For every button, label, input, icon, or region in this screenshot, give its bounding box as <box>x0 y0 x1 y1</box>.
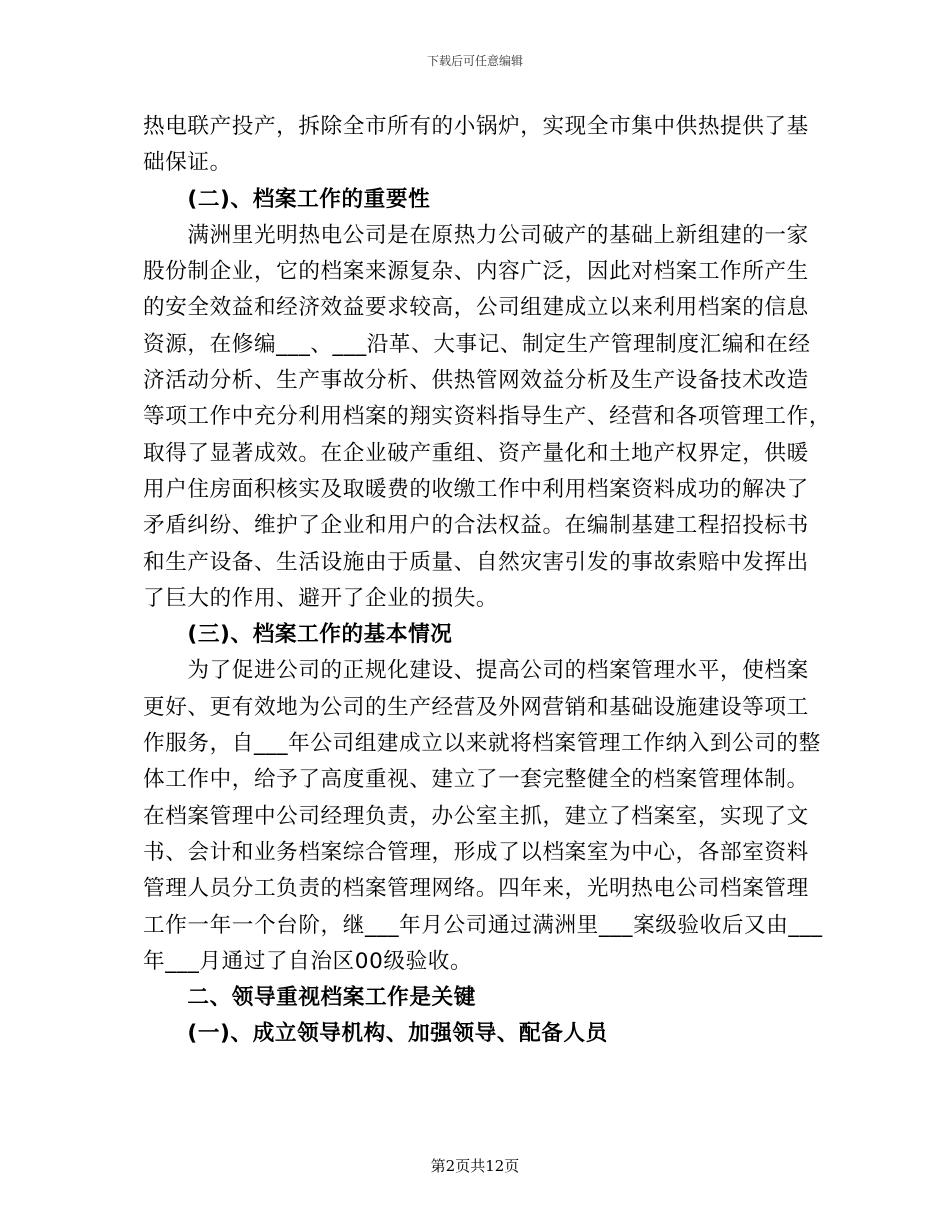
text-line: 的安全效益和经济效益要求较高，公司组建成立以来利用档案的信息 <box>143 295 809 321</box>
text-line: 作服务，自___年公司组建成立以来就将档案管理工作纳入到公司的整 <box>143 731 821 757</box>
text-line: 了巨大的作用、避开了企业的损失。 <box>143 585 499 611</box>
text-line: 矛盾纠纷、维护了企业和用户的合法权益。在编制基建工程招投标书 <box>143 513 809 539</box>
section-heading: (一)、成立领导机构、加强领导、配备人员 <box>187 1021 608 1047</box>
text-line: 础保证。 <box>143 150 232 176</box>
text-line: 在档案管理中公司经理负责，办公室主抓，建立了档案室，实现了文 <box>143 803 809 829</box>
text-line: 热电联产投产，拆除全市所有的小锅炉，实现全市集中供热提供了基 <box>143 114 809 139</box>
text-line: 为了促进公司的正规化建设、提高公司的档案管理水平，使档案 <box>187 658 809 684</box>
section-heading: (二)、档案工作的重要性 <box>187 186 431 212</box>
document-body <box>143 109 832 1053</box>
section-heading: (三)、档案工作的基本情况 <box>187 622 453 648</box>
page-footer: 第2页共12页 <box>430 1157 520 1175</box>
text-line: 体工作中，给予了高度重视、建立了一套完整健全的档案管理体制。 <box>143 767 809 793</box>
text-line: 管理人员分工负责的档案管理网络。四年来，光明热电公司档案管理 <box>143 876 809 902</box>
text-line: 用户住房面积核实及取暖费的收缴工作中利用档案资料成功的解决了 <box>143 476 809 502</box>
text-line: 资源，在修编___、___沿革、大事记、制定生产管理制度汇编和在经 <box>143 331 811 357</box>
text-line: 满洲里光明热电公司是在原热力公司破产的基础上新组建的一家 <box>187 222 809 248</box>
text-line: 书、会计和业务档案综合管理，形成了以档案室为中心，各部室资料 <box>143 839 809 865</box>
text-line: 股份制企业，它的档案来源复杂、内容广泛，因此对档案工作所产生 <box>143 259 809 285</box>
text-line: 和生产设备、生活设施由于质量、自然灾害引发的事故索赔中发挥出 <box>143 549 809 575</box>
text-line: 年___月通过了自治区00级验收。 <box>143 948 473 974</box>
text-line: 取得了显著成效。在企业破产重组、资产量化和土地产权界定，供暖 <box>143 440 809 466</box>
text-line: 工作一年一个台阶，继___年月公司通过满洲里___案级验收后又由___ <box>143 912 823 938</box>
text-line: 等项工作中充分利用档案的翔实资料指导生产、经营和各项管理工作， <box>143 404 832 430</box>
text-line: 济活动分析、生产事故分析、供热管网效益分析及生产设备技术改造 <box>143 368 809 394</box>
section-heading: 二、领导重视档案工作是关键 <box>187 985 476 1011</box>
text-line: 更好、更有效地为公司的生产经营及外网营销和基础设施建设等项工 <box>143 694 809 720</box>
page-header: 下载后可任意编辑 <box>426 54 523 68</box>
